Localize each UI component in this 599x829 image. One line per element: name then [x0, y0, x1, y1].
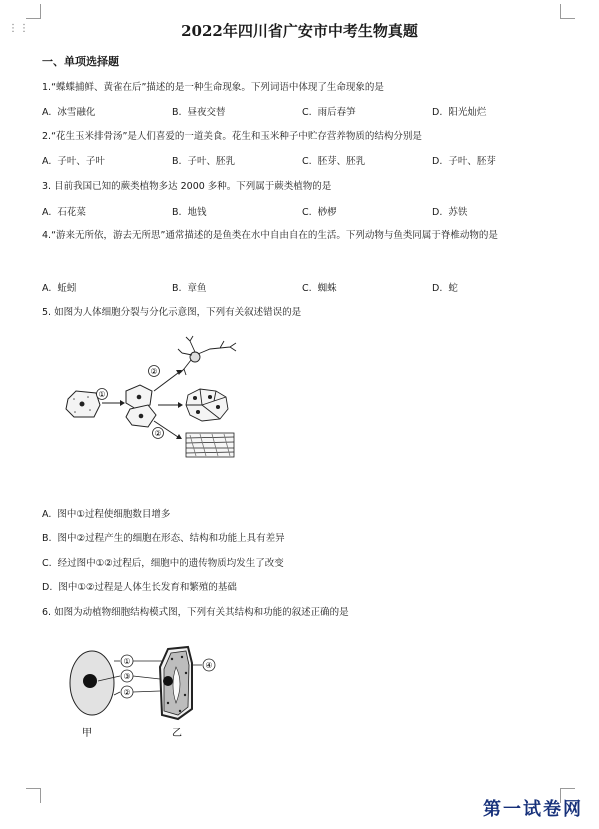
- option-1d: D. 阳光灿烂: [432, 107, 487, 118]
- option-3a: A. 石花菜: [42, 207, 86, 218]
- page-corner-mark: [26, 788, 41, 803]
- section-heading: 一、单项选择题: [42, 55, 119, 68]
- drag-handle-icon[interactable]: ⋮⋮: [8, 23, 30, 34]
- option-1c: C. 雨后春笋: [302, 107, 356, 118]
- option-3c: C. 桫椤: [302, 207, 337, 218]
- plant-cell-caption: 乙: [172, 728, 182, 739]
- question-5: 5. 如图为人体细胞分裂与分化示意图，下列有关叙述错误的是: [42, 307, 302, 318]
- page-corner-mark: [26, 4, 41, 19]
- part-1-label: ①: [123, 657, 131, 666]
- step-2-label-bottom: ②: [154, 429, 162, 438]
- part-3-label: ③: [123, 672, 131, 681]
- option-4d: D. 蛇: [432, 283, 458, 294]
- option-3b: B. 地钱: [172, 207, 207, 218]
- option-4a: A. 蚯蚓: [42, 283, 77, 294]
- animal-plant-cell-figure: [60, 643, 230, 743]
- option-5b: B. 图中②过程产生的细胞在形态、结构和功能上具有差异: [42, 533, 285, 544]
- option-2d: D. 子叶、胚芽: [432, 156, 496, 167]
- watermark-logo: 第一试卷网: [483, 799, 583, 820]
- question-1: 1.“蝶蝶捕鲜、黄雀在后”描述的是一种生命现象。下列词语中体现了生命现象的是: [42, 82, 384, 93]
- animal-cell-caption: 甲: [82, 728, 92, 739]
- question-2: 2.“花生玉米排骨汤”是人们喜爱的一道美食。花生和玉米种子中贮存营养物质的结构分别是: [42, 131, 422, 142]
- option-5d: D. 图中①②过程是人体生长发育和繁殖的基础: [42, 582, 237, 593]
- option-1b: B. 昼夜交替: [172, 107, 226, 118]
- muscle-tissue: [186, 433, 234, 457]
- part-2-label: ②: [123, 688, 131, 697]
- option-3d: D. 苏铁: [432, 207, 468, 218]
- option-5c: C. 经过图中①②过程后，细胞中的遗传物质均发生了改变: [42, 558, 284, 569]
- option-4b: B. 章鱼: [172, 283, 207, 294]
- epithelial-tissue: [186, 389, 228, 421]
- step-1-label: ①: [98, 390, 106, 399]
- option-1a: A. 冰雪融化: [42, 107, 96, 118]
- page-title: 2022年四川省广安市中考生物真题: [181, 22, 418, 40]
- part-4-label: ④: [205, 661, 213, 670]
- option-5a: A. 图中①过程使细胞数目增多: [42, 509, 171, 520]
- question-4: 4.“游来无所依，游去无所思”通常描述的是鱼类在水中自由自在的生活。下列动物与鱼类同属于脊椎动物的是: [42, 230, 498, 241]
- option-4c: C. 蜘蛛: [302, 283, 337, 294]
- cell-division-differentiation-figure: [60, 335, 240, 465]
- question-3: 3. 目前我国已知的蕨类植物多达 2000 多种。下列属于蕨类植物的是: [42, 181, 332, 192]
- animal-nucleus: [83, 674, 97, 688]
- step-2-label-top: ②: [150, 367, 158, 376]
- neuron-cell: [178, 336, 236, 375]
- option-2c: C. 胚芽、胚乳: [302, 156, 366, 167]
- page-corner-mark: [560, 4, 575, 19]
- option-2b: B. 子叶、胚乳: [172, 156, 236, 167]
- question-6: 6. 如图为动植物细胞结构模式图，下列有关其结构和功能的叙述正确的是: [42, 607, 349, 618]
- plant-nucleus: [163, 676, 173, 686]
- option-2a: A. 子叶、子叶: [42, 156, 105, 167]
